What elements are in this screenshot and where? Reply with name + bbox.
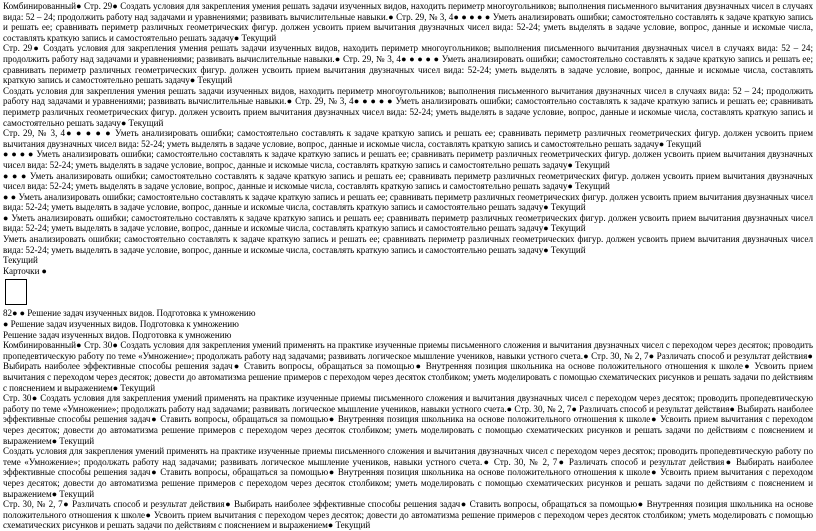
paragraph-1: Комбинированный● Стр. 29● Создать условия для закрепления умения решать задачи изученных видов, находить периметр многоугольников; выполнения письменного вычитания двузначных чисел в случаях вида: 52 – 24; продолжить работу над задачами и уравнениями; развивать вычислительные навыки.● Стр. 29, № 3, 4● ● ● ● ● Уметь анализировать ошибки; самостоятельно составлять к задаче краткую запись и решать ее; сравнивать периметр различных геометрических фигур. должен усвоить прием вычитания двузначных чисел вида: 52-24; уметь выделять в задаче условие, вопрос, данные и искомые числа, составлять краткую запись и самостоятельно решать задачу● Текущий — [3, 1, 813, 43]
paragraph-10: Текущий — [3, 255, 38, 266]
paragraph-11: Карточки ● — [3, 265, 47, 276]
paragraph-4: Стр. 29, № 3, 4● ● ● ● ● Уметь анализировать ошибки; самостоятельно составлять к задаче краткую запись и решать ее; сравнивать периметр различных геометрических фигур. должен усвоить прием вычитания двузначных чисел вида: 52-24; уметь выделять в задаче условие, вопрос, данные и искомые числа, составлять краткую запись и самостоятельно решать задачу● Текущий — [3, 128, 813, 149]
empty-cell-box — [5, 279, 27, 305]
paragraph-8: ● Уметь анализировать ошибки; самостоятельно составлять к задаче краткую запись и решать ее; сравнивать периметр различных геометрических фигур. должен усвоить прием вычитания двузначных чисел вида: 52-24; уметь выделять в задаче условие, вопрос, данные и искомые числа, составлять краткую запись и самостоятельно решать задачу● Текущий — [3, 212, 813, 234]
paragraph-15: Комбинированный● Стр. 30● Создать условия для закрепления умений применять на практике изученные приемы письменного сложения и вычитания двузначных чисел с переходом через десяток; проводить пропедевтическую работу по теме «Умножение»; продолжать работу над задачами; развивать логическое мышление учеников, навыки устного счета.● Стр. 30, № 2, 7● Различать способ и результат действия● Выбирать наиболее эффективные способы решения задач● Ставить вопросы, обращаться за помощью● Внутренняя позиция школьника на основе положительного отношения к школе● Усвоить прием вычитания с переходом через десяток; довести до автоматизма решение примеров с переходом через десяток столбиком; уметь моделировать с помощью схематических рисунков и решать задачи по действиям с пояснением и выражением● Текущий — [3, 340, 813, 393]
paragraph-2: Стр. 29● Создать условия для закрепления умения решать задачи изученных видов, находить периметр многоугольников; выполнения письменного вычитания двузначных чисел в случаях вида: 52 – 24; продолжить работу над задачами и уравнениями; развивать вычислительные навыки.● Стр. 29, № 3, 4● ● ● ● ● Уметь анализировать ошибки; самостоятельно составлять к задаче краткую запись и решать ее; сравнивать периметр различных геометрических фигур. должен усвоить прием вычитания двузначных чисел вида: 52-24; уметь выделять в задаче условие, вопрос, данные и искомые числа, составлять краткую запись и самостоятельно решать задачу● Текущий — [3, 43, 813, 86]
paragraph-6: ● ● ● Уметь анализировать ошибки; самостоятельно составлять к задаче краткую запись и решать ее; сравнивать периметр различных геометрических фигур. должен усвоить прием вычитания двузначных чисел вида: 52-24; уметь выделять в задаче условие, вопрос, данные и искомые числа, составлять краткую запись и самостоятельно решать задачу● Текущий — [3, 170, 813, 192]
paragraph-7: ● ● Уметь анализировать ошибки; самостоятельно составлять к задаче краткую запись и решать ее; сравнивать периметр различных геометрических фигур. должен усвоить прием вычитания двузначных чисел вида: 52-24; уметь выделять в задаче условие, вопрос, данные и искомые числа, составлять краткую запись и самостоятельно решать задачу● Текущий — [3, 191, 813, 213]
paragraph-14: Решение задач изученных видов. Подготовка к умножению — [3, 329, 232, 340]
paragraph-12: 82● ● Решение задач изученных видов. Подготовка к умножению — [3, 308, 256, 319]
paragraph-17: Создать условия для закрепления умений применять на практике изученные приемы письменного сложения и вычитания двузначных чисел с переходом через десяток; проводить пропедевтическую работу по теме «Умножение»; продолжать работу над задачами; развивать логическое мышление учеников, навыки устного счета.● Стр. 30, № 2, 7● Различать способ и результат действия● Выбирать наиболее эффективные способы решения задач● Ставить вопросы, обращаться за помощью● Внутренняя позиция школьника на основе положительного отношения к школе● Усвоить прием вычитания с переходом через десяток; довести до автоматизма решение примеров с переходом через десяток столбиком; уметь моделировать с помощью схематических рисунков и решать задачи по действиям с пояснением и выражением● Текущий — [3, 446, 813, 499]
paragraph-5: ● ● ● ● Уметь анализировать ошибки; самостоятельно составлять к задаче краткую запись и решать ее; сравнивать периметр различных геометрических фигур. должен усвоить прием вычитания двузначных чисел вида: 52-24; уметь выделять в задаче условие, вопрос, данные и искомые числа, составлять краткую запись и самостоятельно решать задачу● Текущий — [3, 149, 813, 170]
paragraph-9: Уметь анализировать ошибки; самостоятельно составлять к задаче краткую запись и решать ее; сравнивать периметр различных геометрических фигур. должен усвоить прием вычитания двузначных чисел вида: 52-24; уметь выделять в задаче условие, вопрос, данные и искомые числа, составлять краткую запись и самостоятельно решать задачу● Текущий — [3, 234, 813, 255]
paragraph-3: Создать условия для закрепления умения решать задачи изученных видов, находить периметр многоугольников; выполнения письменного вычитания двузначных чисел в случаях вида: 52 – 24; продолжить работу над задачами и уравнениями; развивать вычислительные навыки.● Стр. 29, № 3, 4● ● ● ● ● Уметь анализировать ошибки; самостоятельно составлять к задаче краткую запись и решать ее; сравнивать периметр различных геометрических фигур. должен усвоить прием вычитания двузначных чисел вида: 52-24; уметь выделять в задаче условие, вопрос, данные и искомые числа, составлять краткую запись и самостоятельно решать задачу● Текущий — [3, 85, 813, 128]
paragraph-13: ● Решение задач изученных видов. Подготовка к умножению — [3, 319, 239, 330]
paragraph-18: Стр. 30, № 2, 7● Различать способ и результат действия● Выбирать наиболее эффективные способы решения задач● Ставить вопросы, обращаться за помощью● Внутренняя позиция школьника на основе положительного отношения к школе● Усвоить прием вычитания с переходом через десяток; довести до автоматизма решение примеров с переходом через десяток столбиком; уметь моделировать с помощью схематических рисунков и решать задачи по действиям с пояснением и выражением● Текущий — [3, 499, 813, 531]
paragraph-16: Стр. 30● Создать условия для закрепления умений применять на практике изученные приемы письменного сложения и вычитания двузначных чисел с переходом через десяток; проводить пропедевтическую работу по теме «Умножение»; продолжать работу над задачами; развивать логическое мышление учеников, навыки устного счета.● Стр. 30, № 2, 7● Различать способ и результат действия● Выбирать наиболее эффективные способы решения задач● Ставить вопросы, обращаться за помощью● Внутренняя позиция школьника на основе положительного отношения к школе● Усвоить прием вычитания с переходом через десяток; довести до автоматизма решение примеров с переходом через десяток столбиком; уметь моделировать с помощью схематических рисунков и решать задачи по действиям с пояснением и выражением● Текущий — [3, 393, 813, 446]
